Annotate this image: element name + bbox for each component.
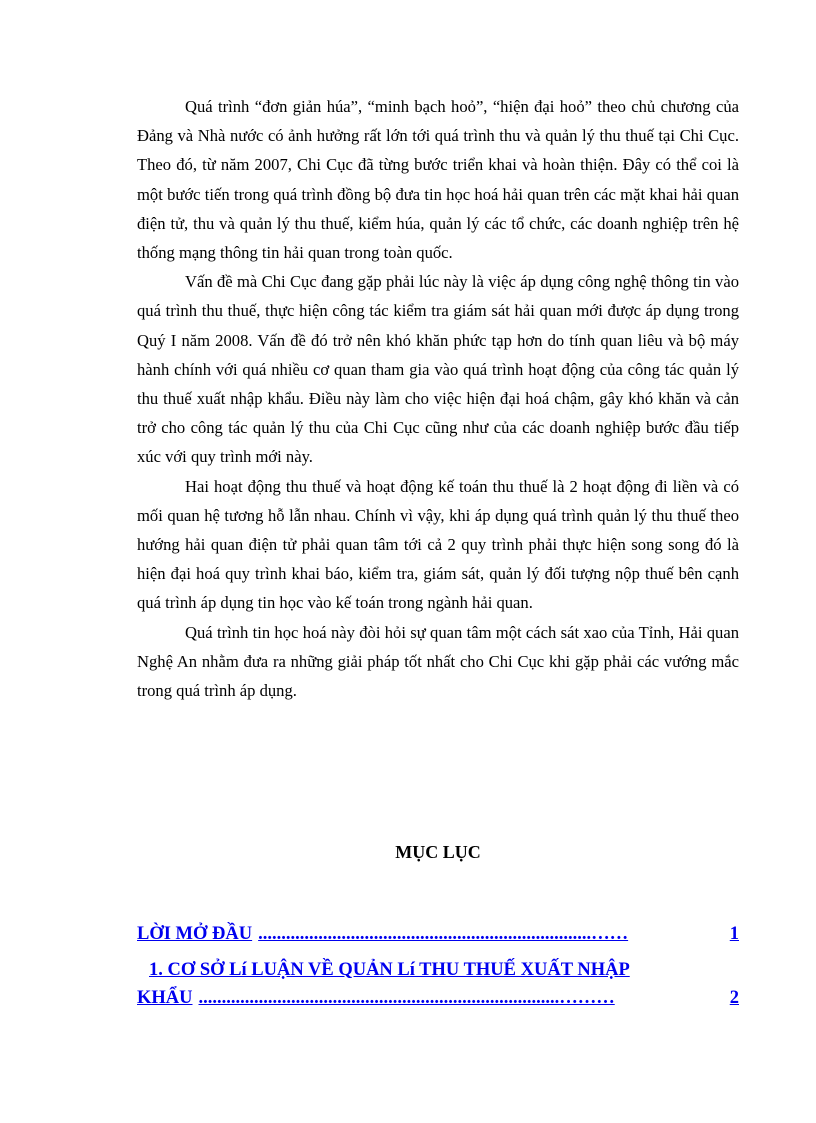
toc-leader: ........................................................................…… [258,924,629,944]
toc-link-co-so-li-luan[interactable] [137,956,739,1012]
toc-item-label-line1: 1. CƠ SỞ Lí LUẬN VỀ QUẢN Lí THU THUẾ XUẤT NHẬP [149,960,630,980]
paragraph-1: Quá trình “đơn giản húa”, “minh bạch hoỏ”, “hiện đại hoỏ” theo chủ chương của Đảng và Nhà nước có ảnh hưởng rất lớn tới quá trình thu và quản lý thu thuế tại Chi Cục. Theo đó, từ năm 2007, Chi Cục đã từng bước triển khai và hoàn thiện. Đây có thể coi là một bước tiến trong quá trình đồng bộ đưa tin học hoá hải quan trên các mặt khai hải quan điện tử, thu và quản lý thu thuế, kiểm húa, quản lý các tổ chức, các doanh nghiệp trên hệ thống mạng thông tin hải quan trong toàn quốc. [137,97,739,263]
toc-leader: ..............................................................................……… [198,988,615,1008]
paragraph-2: Vấn đề mà Chi Cục đang gặp phải lúc này là việc áp dụng công nghệ thông tin vào quá trình thu thuế, thực hiện công tác kiểm tra giám sát hải quan mới được áp dụng trong Quý I năm 2008. Vấn đề đó trở nên khó khăn phức tạp hơn do tính quan liêu và bộ máy hành chính với quá nhiều cơ quan tham gia vào quá trình hoạt động của công tác quản lý thu thuế xuất nhập khẩu. Điều này làm cho việc hiện đại hoá chậm, gây khó khăn và cản trở cho công tác quản lý thu của Chi Cục cũng như của các doanh nghiệp bước đầu tiếp xúc với quy trình mới này. [137,272,739,467]
toc-title: MỤC LỤC [395,842,481,862]
table-of-contents [137,920,739,1012]
toc-item-label: LỜI MỞ ĐẦU [137,924,253,944]
toc-item [137,920,739,948]
paragraph-4: Quá trình tin học hoá này đòi hỏi sự quan tâm một cách sát xao của Tỉnh, Hải quan Nghệ An nhằm đưa ra những giải pháp tốt nhất cho Chi Cục khi gặp phải các vướng mắc trong quá trình áp dụng. [137,622,739,701]
toc-item [137,956,739,1012]
body-text [137,92,739,705]
toc-page-number: 1 [729,924,739,944]
toc-item-label-line2: KHẨU [137,988,193,1008]
toc-page-number: 2 [729,988,739,1008]
paragraph-3: Hai hoạt động thu thuế và hoạt động kế toán thu thuế là 2 hoạt động đi liền và có mối quan hệ tương hỗ lẫn nhau. Chính vì vậy, khi áp dụng quá trình quản lý thu thuế theo hướng hải quan điện tử phải quan tâm tới cả 2 quy trình phải thực hiện song song đó là hiện đại hoá quy trình khai báo, kiểm tra, giám sát, quản lý đối tượng nộp thuế bên cạnh quá trình áp dụng tin học vào kế toán trong ngành hải quan. [137,476,739,613]
toc-link-loi-mo-dau[interactable] [137,920,739,948]
